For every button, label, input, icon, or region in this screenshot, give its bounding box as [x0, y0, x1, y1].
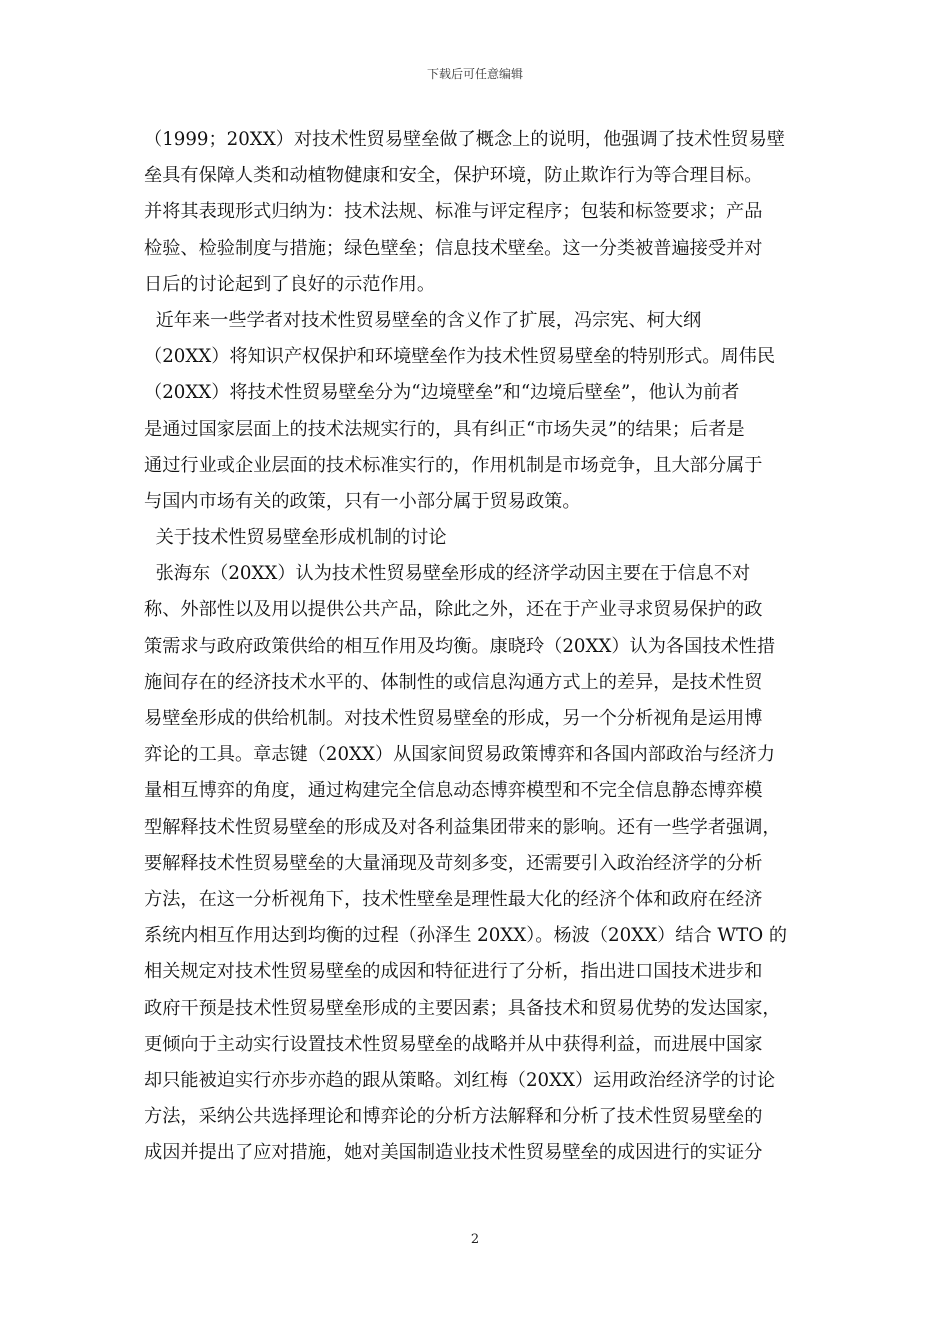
body-text [144, 122, 820, 1171]
text-line: 施间存在的经济技术水平的、体制性的或信息沟通方式上的差异，是技术性贸 [144, 671, 763, 693]
section-heading: 关于技术性贸易壁垒形成机制的讨论 [144, 527, 447, 549]
text-line: 与国内市场有关的政策，只有一小部分属于贸易政策。 [144, 490, 581, 512]
text-line: 称、外部性以及用以提供公共产品，除此之外，还在于产业寻求贸易保护的政 [144, 599, 763, 621]
text-line: 易壁垒形成的供给机制。对技术性贸易壁垒的形成，另一个分析视角是运用博 [144, 708, 763, 729]
text-line: （20XX）将技术性贸易壁垒分为“边境壁垒”和“边境后壁垒”，他认为前者 [144, 382, 740, 404]
text-line: 近年来一些学者对技术性贸易壁垒的含义作了扩展，冯宗宪、柯大纲 [144, 309, 702, 331]
text-line: （1999；20XX）对技术性贸易壁垒做了概念上的说明，他强调了技术性贸易壁 [144, 129, 785, 150]
text-line: 弈论的工具。章志键（20XX）从国家间贸易政策博弈和各国内部政治与经济力 [144, 744, 776, 766]
text-line: 更倾向于主动实行设置技术性贸易壁垒的战略并从中获得利益，而进展中国家 [144, 1033, 763, 1055]
text-line: 通过行业或企业层面的技术标准实行的，作用机制是市场竞争，且大部分属于 [144, 454, 763, 476]
text-line: 策需求与政府政策供给的相互作用及均衡。康晓玲（20XX）认为各国技术性措 [144, 635, 776, 657]
text-line: 检验、检验制度与措施；绿色壁垒；信息技术壁垒。这一分类被普遍接受并对 [144, 237, 763, 259]
text-line: 要解释技术性贸易壁垒的大量涌现及苛刻多变，还需要引入政治经济学的分析 [144, 852, 763, 874]
page-header: 下载后可任意编辑 [426, 67, 523, 81]
text-line: 成因并提出了应对措施，她对美国制造业技术性贸易壁垒的成因进行的实证分 [144, 1142, 763, 1164]
text-line: 相关规定对技术性贸易壁垒的成因和特征进行了分析，指出进口国技术进步和 [144, 961, 763, 983]
page-number: 2 [470, 1232, 480, 1247]
text-line: 系统内相互作用达到均衡的过程（孙泽生 20XX）。杨波（20XX）结合 WTO 的 [144, 925, 788, 947]
text-line: 日后的讨论起到了良好的示范作用。 [144, 273, 436, 295]
text-line: 并将其表现形式归纳为：技术法规、标准与评定程序；包装和标签要求；产品 [144, 201, 763, 223]
text-line: 量相互博弈的角度，通过构建完全信息动态博弈模型和不完全信息静态博弈模 [144, 780, 763, 802]
text-line: 张海东（20XX）认为技术性贸易壁垒形成的经济学动因主要在于信息不对 [144, 563, 751, 585]
text-line: 垒具有保障人类和动植物健康和安全，保护环境，防止欺诈行为等合理目标。 [144, 165, 763, 187]
text-line: 方法，在这一分析视角下，技术性壁垒是理性最大化的经济个体和政府在经济 [144, 888, 763, 910]
text-line: 却只能被迫实行亦步亦趋的跟从策略。刘红梅（20XX）运用政治经济学的讨论 [144, 1069, 776, 1091]
text-line: 型解释技术性贸易壁垒的形成及对各利益集团带来的影响。还有一些学者强调， [144, 816, 781, 838]
text-line: 是通过国家层面上的技术法规实行的，具有纠正“市场失灵”的结果；后者是 [144, 418, 745, 440]
text-line: 方法，采纳公共选择理论和博弈论的分析方法解释和分析了技术性贸易壁垒的 [144, 1106, 763, 1128]
text-line: （20XX）将知识产权保护和环境壁垒作为技术性贸易壁垒的特别形式。周伟民 [144, 346, 776, 368]
text-line: 政府干预是技术性贸易壁垒形成的主要因素；具备技术和贸易优势的发达国家， [144, 997, 781, 1019]
